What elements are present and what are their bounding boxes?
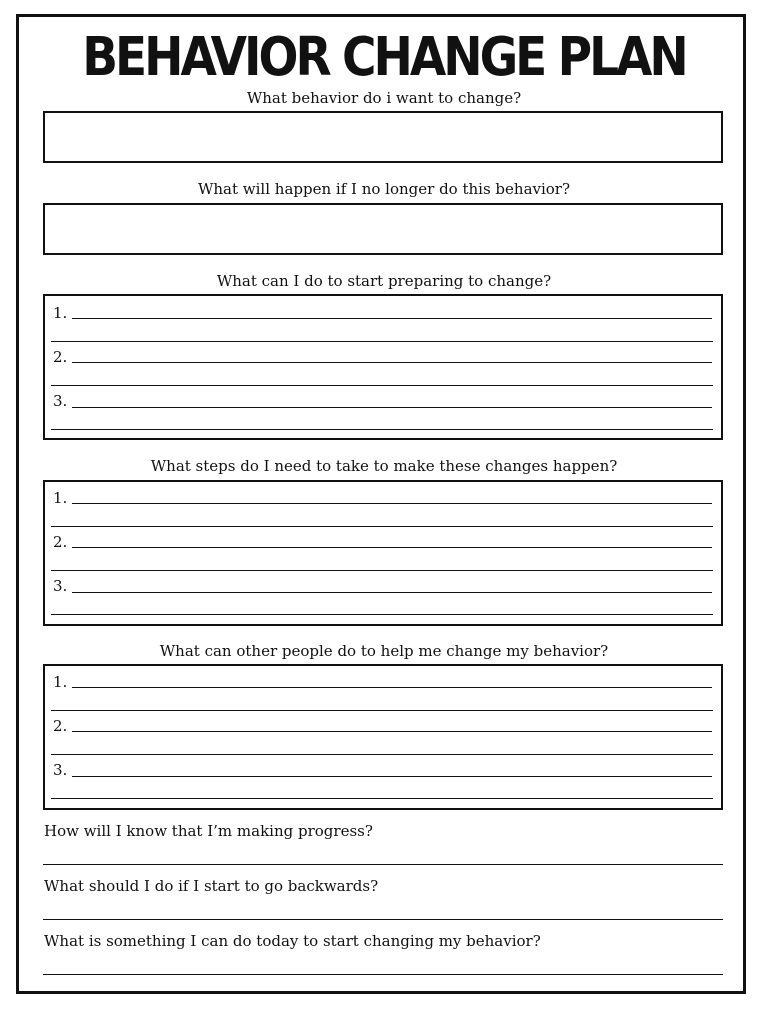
writing-line[interactable] xyxy=(72,776,712,777)
item-number: 1. xyxy=(53,304,68,322)
writing-line[interactable] xyxy=(72,547,712,548)
question-making-progress: How will I know that I’m making progress? xyxy=(44,822,373,840)
list-box-other-people-help xyxy=(43,664,723,810)
writing-line[interactable] xyxy=(51,385,713,386)
writing-line[interactable] xyxy=(51,614,713,615)
page-title: BEHAVIOR CHANGE PLAN xyxy=(82,26,686,89)
answer-box-behavior-to-change[interactable] xyxy=(43,111,723,163)
question-other-people-help: What can other people do to help me change my behavior? xyxy=(159,642,609,660)
list-box-start-preparing xyxy=(43,294,723,440)
item-number: 1. xyxy=(53,489,68,507)
item-number: 2. xyxy=(53,348,68,366)
answer-box-what-will-happen[interactable] xyxy=(43,203,723,255)
writing-line[interactable] xyxy=(72,592,712,593)
question-start-preparing: What can I do to start preparing to change? xyxy=(216,272,552,290)
writing-line[interactable] xyxy=(72,407,712,408)
writing-line[interactable] xyxy=(72,362,712,363)
writing-line[interactable] xyxy=(51,526,713,527)
item-number: 2. xyxy=(53,717,68,735)
question-behavior-to-change: What behavior do i want to change? xyxy=(246,89,522,107)
writing-line[interactable] xyxy=(72,687,712,688)
item-number: 2. xyxy=(53,533,68,551)
writing-line[interactable] xyxy=(51,798,713,799)
answer-line-something-today[interactable] xyxy=(43,974,723,975)
writing-line[interactable] xyxy=(51,570,713,571)
question-something-today: What is something I can do today to start changing my behavior? xyxy=(44,932,541,950)
question-going-backwards: What should I do if I start to go backwards? xyxy=(44,877,379,895)
item-number: 3. xyxy=(53,392,68,410)
answer-line-making-progress[interactable] xyxy=(43,864,723,865)
writing-line[interactable] xyxy=(51,710,713,711)
writing-line[interactable] xyxy=(51,429,713,430)
question-what-will-happen: What will happen if I no longer do this behavior? xyxy=(197,180,571,198)
writing-line[interactable] xyxy=(72,503,712,504)
item-number: 3. xyxy=(53,761,68,779)
item-number: 1. xyxy=(53,673,68,691)
question-steps-to-take: What steps do I need to take to make these changes happen? xyxy=(150,457,618,475)
writing-line[interactable] xyxy=(51,341,713,342)
item-number: 3. xyxy=(53,577,68,595)
answer-line-going-backwards[interactable] xyxy=(43,919,723,920)
writing-line[interactable] xyxy=(51,754,713,755)
list-box-steps-to-take xyxy=(43,480,723,626)
writing-line[interactable] xyxy=(72,318,712,319)
writing-line[interactable] xyxy=(72,731,712,732)
